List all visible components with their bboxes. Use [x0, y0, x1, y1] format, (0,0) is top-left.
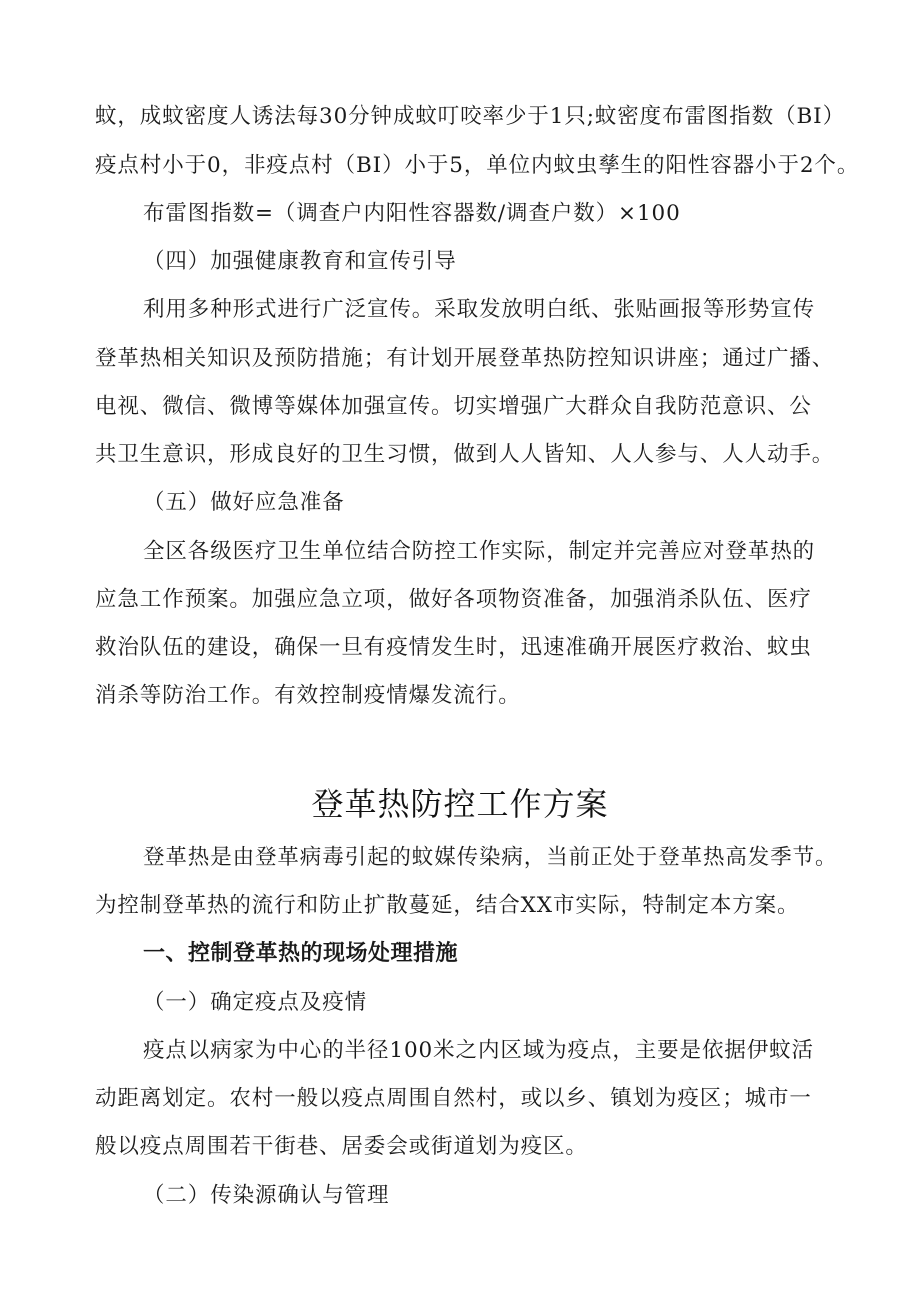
- paragraph-line: 登革热相关知识及预防措施；有计划开展登革热防控知识讲座；通过广播、: [95, 346, 835, 371]
- paragraph-line: 动距离划定。农村一般以疫点周围自然村，或以乡、镇划为疫区；城市一: [95, 1086, 812, 1111]
- paragraph-line: 共卫生意识，形成良好的卫生习惯，做到人人皆知、人人参与、人人动手。: [95, 442, 835, 467]
- paragraph-line: 蚊，成蚊密度人诱法每30分钟成蚊叮咬率少于1只;蚊密度布雷图指数（BI）: [95, 104, 845, 129]
- formula-line: 布雷图指数=（调查户内阳性容器数/调查户数）×100: [143, 201, 681, 226]
- paragraph-line: 登革热是由登革病毒引起的蚊媒传染病，当前正处于登革热高发季节。: [143, 845, 838, 870]
- section-heading: （二）传染源确认与管理: [143, 1183, 390, 1208]
- paragraph-line: 利用多种形式进行广泛宣传。采取发放明白纸、张贴画报等形势宣传: [143, 297, 816, 322]
- section-heading: （五）做好应急准备: [143, 490, 345, 515]
- paragraph-line: 疫点村小于0，非疫点村（BI）小于5，单位内蚊虫孳生的阳性容器小于2个。: [95, 153, 860, 178]
- paragraph-line: 全区各级医疗卫生单位结合防控工作实际，制定并完善应对登革热的: [143, 539, 816, 564]
- section-heading: （四）加强健康教育和宣传引导: [143, 249, 457, 274]
- paragraph-line: 应急工作预案。加强应急立项，做好各项物资准备，加强消杀队伍、医疗: [95, 587, 812, 612]
- section-heading: （一）确定疫点及疫情: [143, 990, 368, 1015]
- paragraph-line: 救治队伍的建设，确保一旦有疫情发生时，迅速准确开展医疗救治、蚊虫: [95, 635, 812, 660]
- paragraph-line: 为控制登革热的流行和防止扩散蔓延，结合XX市实际，特制定本方案。: [95, 893, 800, 918]
- document-title: 登革热防控工作方案: [311, 785, 609, 823]
- paragraph-line: 电视、微信、微博等媒体加强宣传。切实增强广大群众自我防范意识、公: [95, 394, 812, 419]
- paragraph-line: 消杀等防治工作。有效控制疫情爆发流行。: [95, 683, 521, 708]
- paragraph-line: 疫点以病家为中心的半径100米之内区域为疫点，主要是依据伊蚊活: [143, 1038, 814, 1063]
- paragraph-line: 般以疫点周围若干街巷、居委会或街道划为疫区。: [95, 1134, 588, 1159]
- chapter-heading: 一、控制登革热的现场处理措施: [143, 941, 459, 966]
